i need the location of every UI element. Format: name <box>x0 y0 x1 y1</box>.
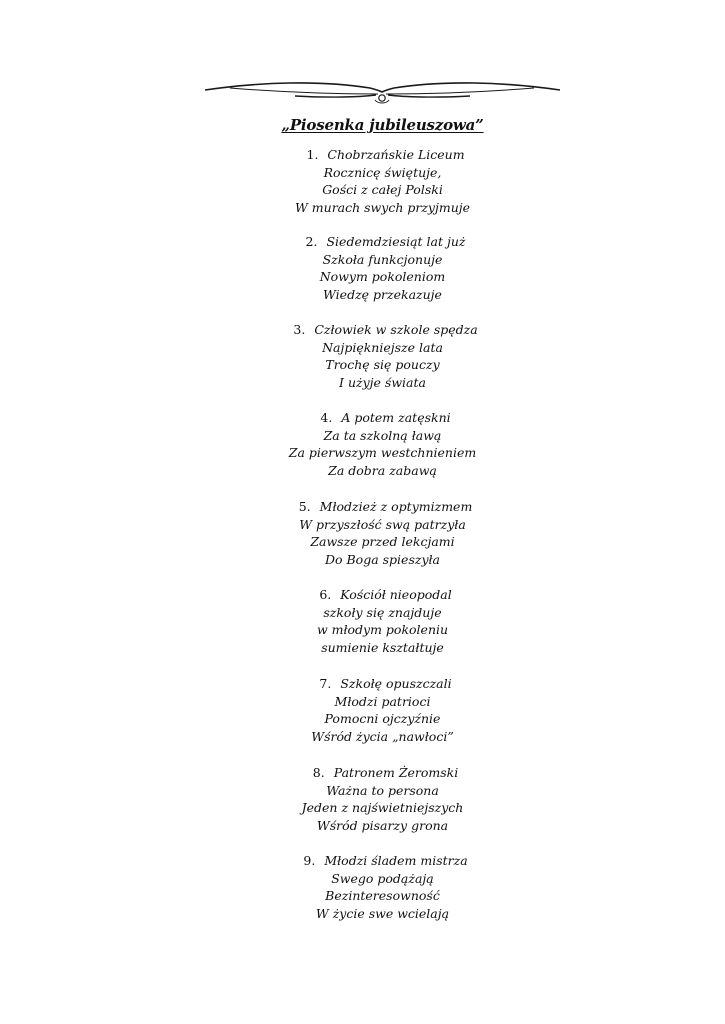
poem-title: „Piosenka jubileuszowa” <box>281 116 484 134</box>
stanza-line: 7. Szkołę opuszczali <box>0 675 725 693</box>
stanza-line: sumienie kształtuje <box>321 640 444 656</box>
stanza-line: Wiedzę przekazuje <box>323 287 442 303</box>
stanza-3 <box>0 321 725 392</box>
stanza-4 <box>0 409 725 480</box>
stanza-number: 7. <box>319 676 332 691</box>
stanza-number: 3. <box>293 322 306 337</box>
stanza-number: 9. <box>303 853 316 868</box>
stanza-line: Trochę się pouczy <box>325 357 440 373</box>
stanza-line: szkoły się znajduje <box>323 604 442 620</box>
stanza-line: w młodym pokoleniu <box>316 622 449 638</box>
stanza-line: Bezinteresowność <box>325 888 440 904</box>
stanza-line: Ważna to persona <box>326 782 439 798</box>
stanza-line: 2. Siedemdziesiąt lat już <box>0 233 725 251</box>
stanza-line: Gości z całej Polski <box>322 182 443 198</box>
stanza-2 <box>0 233 725 304</box>
stanza-8 <box>0 764 725 835</box>
stanza-number: 8. <box>312 765 325 780</box>
stanza-line: W przyszłość swą patrzyła <box>299 516 466 532</box>
stanza-line: 1. Chobrzańskie Liceum <box>0 146 725 164</box>
stanza-line: 8. Patronem Żeromski <box>0 764 725 782</box>
stanza-line: 5. Młodzież z optymizmem <box>0 498 725 516</box>
stanza-6 <box>0 586 725 657</box>
stanza-line: 3. Człowiek w szkole spędza <box>0 321 725 339</box>
stanza-line: 6. Kościół nieopodal <box>0 586 725 604</box>
stanza-line: Do Boga spieszyła <box>324 552 441 568</box>
stanza-line: Młodzi patrioci <box>334 693 431 709</box>
stanza-line: W życie swe wcielają <box>315 906 450 922</box>
stanza-line: Pomocni ojczyźnie <box>324 711 441 727</box>
stanza-5 <box>0 498 725 569</box>
stanza-line: Szkoła funkcjonuje <box>322 251 443 267</box>
stanza-line: Za ta szkolną ławą <box>323 427 442 443</box>
stanza-line: Najpiękniejsze lata <box>322 339 443 355</box>
stanza-number: 1. <box>306 147 319 162</box>
flourish-divider-icon <box>200 78 565 110</box>
stanza-line: Za pierwszym westchnieniem <box>288 445 477 461</box>
stanza-number: 2. <box>305 234 318 249</box>
stanza-number: 6. <box>319 587 332 602</box>
stanza-7 <box>0 675 725 746</box>
stanza-line: Nowym pokoleniom <box>319 269 446 285</box>
stanza-line: Wśród życia „nawłoci” <box>311 729 454 745</box>
stanza-line: Rocznicę świętuje, <box>323 164 442 180</box>
stanza-line: Za dobra zabawą <box>328 463 437 479</box>
stanza-line: Swego podążają <box>331 870 434 886</box>
stanza-number: 5. <box>298 499 311 514</box>
stanza-line: W murach swych przyjmuje <box>294 200 471 216</box>
stanza-line: Wśród pisarzy grona <box>316 818 449 834</box>
stanza-line: 4. A potem zatęskni <box>0 409 725 427</box>
stanza-line: I użyje świata <box>339 375 426 391</box>
stanza-line: Zawsze przed lekcjami <box>310 534 455 550</box>
stanza-number: 4. <box>320 410 333 425</box>
stanza-9 <box>0 852 725 923</box>
stanza-line: 9. Młodzi śladem mistrza <box>0 852 725 870</box>
stanza-1 <box>0 146 725 217</box>
stanza-line: Jeden z najświetniejszych <box>301 800 464 816</box>
